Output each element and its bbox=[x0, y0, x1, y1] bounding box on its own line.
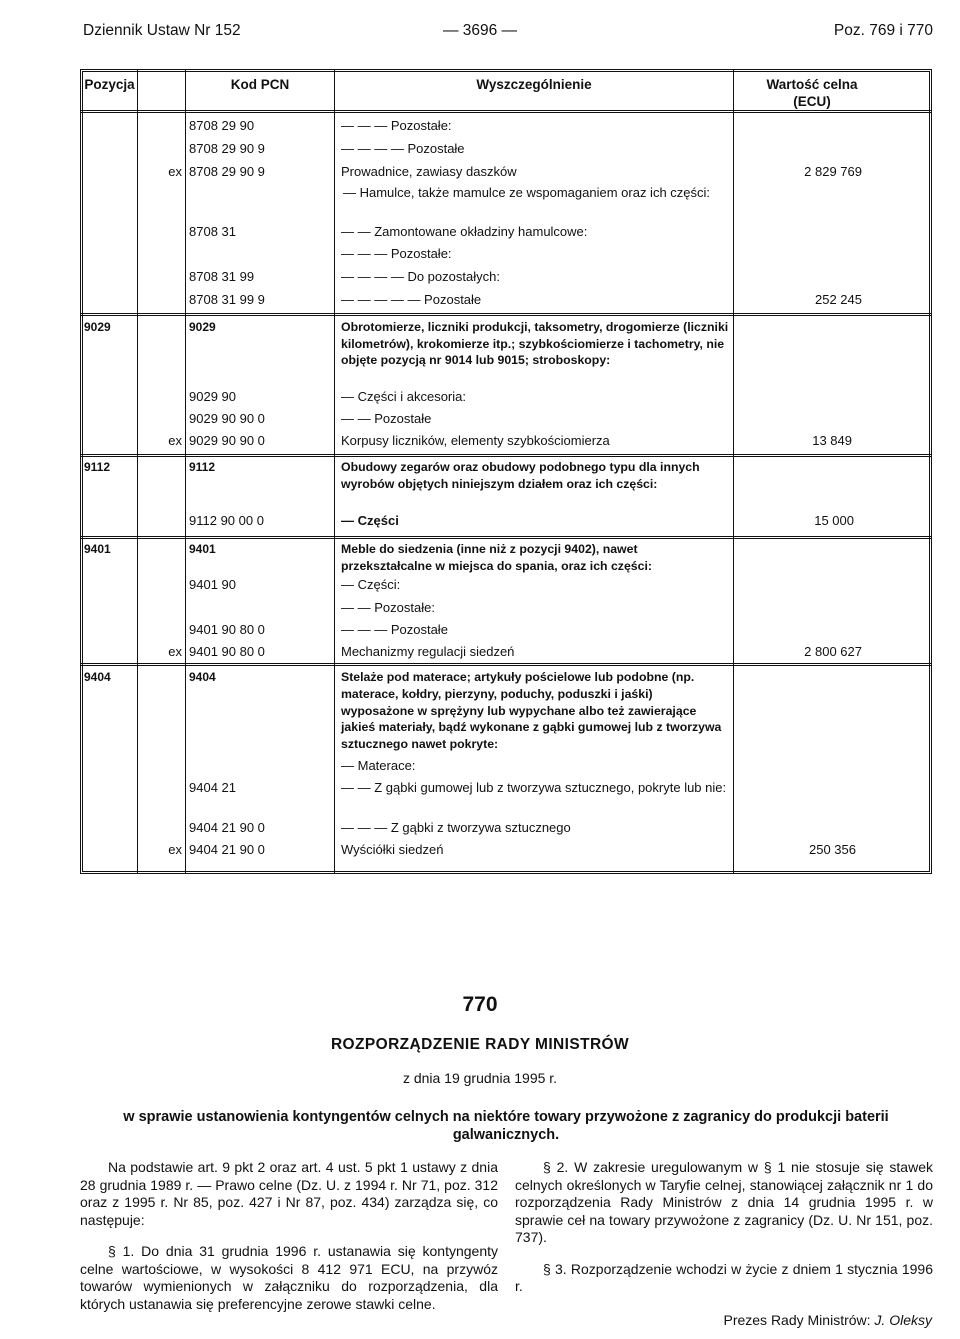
column-divider bbox=[334, 69, 335, 874]
act-title: ROZPORZĄDZENIE RADY MINISTRÓW bbox=[330, 1036, 630, 1053]
col-header-wyszczegolnienie: Wyszczególnienie bbox=[476, 77, 592, 92]
table-cell-desc: — — Pozostałe bbox=[341, 411, 432, 426]
table-cell-code: 9401 90 bbox=[189, 577, 236, 592]
table-cell-desc: — Hamulce, także mamulce ze wspomaganiem oraz ich części: bbox=[343, 185, 711, 200]
preamble: Na podstawie art. 9 pkt 2 oraz art. 4 ust. 5 pkt 1 ustawy z dnia 28 grudnia 1989 r. — Prawo celne (Dz. U. z 1994 r. Nr 71, poz. 312 oraz z 1995 r. Nr 85, poz. 427 i Nr 87, poz. 434) zarządza się, co następuje: bbox=[80, 1159, 498, 1228]
table-cell-code: 8708 31 99 bbox=[189, 269, 255, 284]
table-cell-desc: — — Pozostałe: bbox=[341, 600, 435, 615]
table-cell-desc: Korpusy liczników, elementy szybkościomierza bbox=[341, 433, 610, 448]
table-cell-desc: — — — Pozostałe: bbox=[341, 118, 452, 133]
col-header-pozycja: Pozycja bbox=[84, 77, 135, 92]
table-cell-desc: — — — Z gąbki z tworzywa sztucznego bbox=[341, 820, 571, 835]
table-cell-value: 250 356 bbox=[809, 842, 856, 857]
table-cell-code: 8708 31 99 9 bbox=[189, 292, 265, 307]
act-subject: w sprawie ustanowienia kontyngentów celnych na niektóre towary przywożone z zagranicy do produkcji baterii galwanicznych. bbox=[123, 1109, 889, 1143]
signature-name: J. Oleksy bbox=[874, 1312, 932, 1328]
table-cell-desc: Obudowy zegarów oraz obudowy podobnego typu dla innych wyrobów objętych niniejszym działem oraz ich części: bbox=[341, 460, 700, 491]
table-cell-pozycja: 9029 bbox=[84, 320, 111, 334]
table-cell-pozycja: 9401 bbox=[84, 542, 111, 556]
table-cell-code: 9029 90 90 0 bbox=[189, 411, 265, 426]
table-cell-code: 9404 21 90 0 bbox=[189, 842, 265, 857]
table-cell-code: 9029 90 90 0 bbox=[189, 433, 265, 448]
table-cell-code: 8708 29 90 bbox=[189, 118, 255, 133]
text-column-right bbox=[515, 1159, 933, 1310]
paragraph-3: § 3. Rozporządzenie wchodzi w życie z dniem 1 stycznia 1996 r. bbox=[515, 1260, 933, 1294]
page-number: — 3696 — bbox=[442, 22, 518, 39]
table-cell-desc: Wyściółki siedzeń bbox=[341, 842, 444, 857]
table-cell-code: 8708 29 90 9 bbox=[189, 164, 265, 179]
column-divider bbox=[733, 69, 734, 874]
table-cell-code: 9029 bbox=[189, 320, 216, 334]
paragraph-1: § 1. Do dnia 31 grudnia 1996 r. ustanawia się kontyngenty celne wartościowe, w wysokości 8 412 971 ECU, na przywóz towarów wymienionych w załączniku do rozporządzenia, dla których ustanawia się preferencyjne zerowe stawki celne. bbox=[80, 1243, 498, 1312]
table-cell-desc: Stelaże pod materace; artykuły pościelowe lub podobne (np. materace, kołdry, pierzyny, poduchy, poduszki i jaśki) wyposażone w sprężyny lub wypychane albo też zawierające jakieś materiały, bądź wykonane z gąbki gumowej lub z tworzywa sztucznego nawet pokryte: bbox=[341, 670, 722, 752]
table-cell-desc: Obrotomierze, liczniki produkcji, taksometry, drogomierze (liczniki kilometrów), krokomierze itp.; szybkościomierze i tachometry, nie objęte pozycją nr 9014 lub 9015; stroboskopy: bbox=[341, 320, 729, 367]
table-cell-value: 2 800 627 bbox=[804, 644, 862, 659]
act-number: 770 bbox=[462, 993, 498, 1016]
table-cell-code: 8708 29 90 9 bbox=[189, 141, 265, 156]
table-cell-desc: Mechanizmy regulacji siedzeń bbox=[341, 644, 515, 659]
table-cell-value: 13 849 bbox=[812, 433, 852, 448]
table-cell-code: 9112 bbox=[189, 460, 216, 474]
position-reference: Poz. 769 i 770 bbox=[833, 22, 933, 39]
group-separator bbox=[80, 454, 932, 457]
group-separator bbox=[80, 313, 932, 316]
journal-title: Dziennik Ustaw Nr 152 bbox=[83, 22, 241, 39]
act-date: z dnia 19 grudnia 1995 r. bbox=[402, 1070, 558, 1086]
table-cell-code: 9401 90 80 0 bbox=[189, 644, 265, 659]
column-divider bbox=[185, 69, 186, 874]
table-cell-ex: ex bbox=[168, 644, 182, 659]
table-cell-code: 9401 bbox=[189, 542, 216, 556]
group-separator bbox=[80, 663, 932, 666]
table-cell-desc: — — Zamontowane okładziny hamulcowe: bbox=[341, 224, 588, 239]
table-cell-ex: ex bbox=[168, 433, 182, 448]
table-cell-pozycja: 9112 bbox=[84, 460, 111, 474]
table-cell-pozycja: 9404 bbox=[84, 670, 111, 684]
table-cell-desc: Prowadnice, zawiasy daszków bbox=[341, 164, 517, 179]
table-cell-desc: — Materace: bbox=[341, 758, 416, 773]
table-cell-desc: Meble do siedzenia (inne niż z pozycji 9402), nawet przekształcalne w miejsca do spania, oraz ich części: bbox=[341, 542, 652, 573]
table-cell-code: 9404 21 90 0 bbox=[189, 820, 265, 835]
table-cell-desc: — — — — Do pozostałych: bbox=[341, 269, 500, 284]
signature bbox=[515, 1312, 932, 1328]
col-header-kod: Kod PCN bbox=[230, 77, 290, 92]
table-cell-desc: — — — — Pozostałe bbox=[341, 141, 465, 156]
table-cell-code: 9404 bbox=[189, 670, 216, 684]
table-cell-ex: ex bbox=[168, 164, 182, 179]
table-cell-value: 2 829 769 bbox=[804, 164, 862, 179]
text-column-left bbox=[80, 1159, 498, 1327]
table-cell-desc: — Części: bbox=[341, 577, 401, 592]
table-cell-code: 9029 90 bbox=[189, 389, 236, 404]
table-cell-desc: — Części i akcesoria: bbox=[341, 389, 466, 404]
table-cell-code: 9404 21 bbox=[189, 780, 236, 795]
col-header-wartosc: Wartość celna (ECU) bbox=[766, 77, 858, 109]
header-separator bbox=[80, 110, 932, 113]
signature-role: Prezes Rady Ministrów: bbox=[723, 1312, 871, 1328]
table-cell-code: 8708 31 bbox=[189, 224, 236, 239]
table-cell-code: 9401 90 80 0 bbox=[189, 622, 265, 637]
group-separator bbox=[80, 536, 932, 539]
paragraph-2: § 2. W zakresie uregulowanym w § 1 nie stosuje się stawek celnych określonych w Taryfie celnej, stanowiącej załącznik nr 1 do rozporządzenia Rady Ministrów z dnia 14 grudnia 1995 r. w sprawie ceł na towary przywożone z zagranicy (Dz. U. Nr 151, poz. 737). bbox=[515, 1159, 933, 1245]
table-cell-desc: — — — Pozostałe bbox=[341, 622, 448, 637]
table-cell-value: 252 245 bbox=[815, 292, 862, 307]
table-cell-ex: ex bbox=[168, 842, 182, 857]
table-cell-desc: — — Z gąbki gumowej lub z tworzywa sztucznego, pokryte lub nie: bbox=[341, 780, 727, 795]
table-cell-code: 9112 90 00 0 bbox=[189, 513, 264, 528]
table-cell-desc: — Części bbox=[341, 513, 399, 528]
table-cell-desc: — — — — — Pozostałe bbox=[341, 292, 482, 307]
column-divider bbox=[137, 69, 138, 874]
table-cell-value: 15 000 bbox=[814, 513, 854, 528]
table-cell-desc: — — — Pozostałe: bbox=[341, 246, 452, 261]
